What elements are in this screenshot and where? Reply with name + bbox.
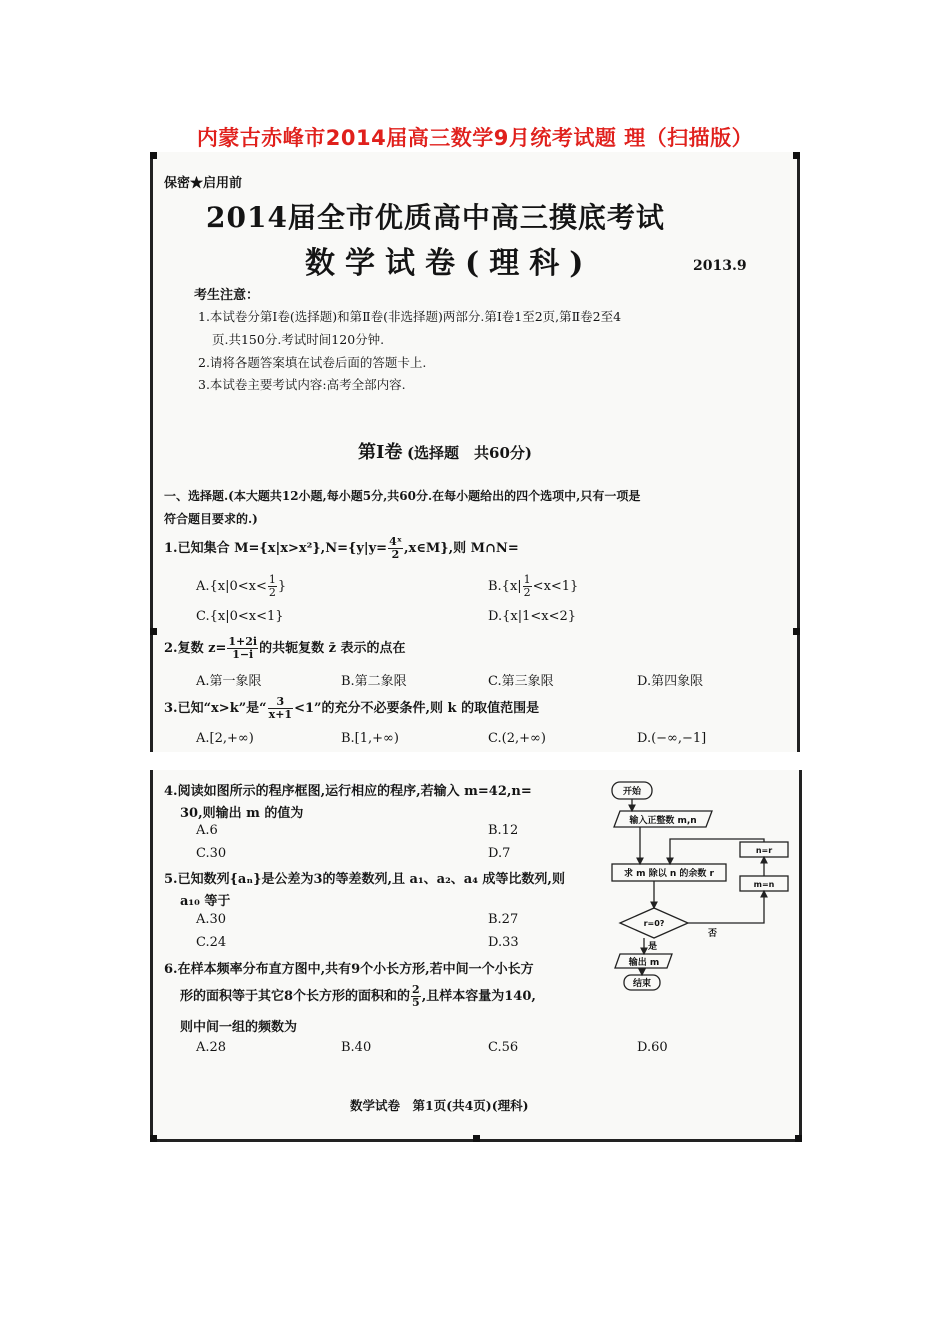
q2-option-c: C.第三象限 <box>488 674 554 689</box>
q4-option-d: D.7 <box>488 846 511 861</box>
question-6-cont: 形的面积等于其它8个长方形的面积和的 $\frac{2}{5}$ ,且样本容量为140, <box>180 983 536 1009</box>
q3-option-c: C.(2,+∞) <box>488 731 546 746</box>
question-4-cont: 30,则输出 m 的值为 <box>180 806 304 821</box>
section-heading <box>358 438 532 464</box>
question-3: 3.已知“x>k”是“ $\frac{3}{x+1}$ <1”的充分不必要条件,则 k 的取值范围是 <box>164 695 540 721</box>
section-title: 第Ⅰ卷 <box>358 442 403 463</box>
question-5: 5.已知数列{aₙ}是公差为3的等差数列,且 a₁、a₂、a₄ 成等比数列,则 <box>164 872 565 887</box>
exam-title: 2014届全市优质高中高三摸底考试 <box>206 201 665 234</box>
q4-option-c: C.30 <box>196 846 227 861</box>
question-1: 1.已知集合 M={x|x>x²},N={y|y= $\frac{\text{4ˣ}}{2}$ ,x∈M},则 M∩N= <box>164 535 519 561</box>
flow-end-label: 结束 <box>632 979 652 989</box>
q5-option-a: A.30 <box>196 912 227 927</box>
notice-item: 1.本试卷分第Ⅰ卷(选择题)和第Ⅱ卷(非选择题)两部分.第Ⅰ卷1至2页,第Ⅱ卷2至4 <box>198 309 622 324</box>
q2-option-b: B.第二象限 <box>341 674 407 689</box>
flow-output-label: 输出 m <box>628 958 660 968</box>
section-instructions: 符合题目要求的.) <box>164 512 258 526</box>
notice-item: 2.请将各题答案填在试卷后面的答题卡上. <box>198 355 427 370</box>
notice-heading: 考生注意： <box>194 288 260 303</box>
q6-option-c: C.56 <box>488 1040 519 1055</box>
q3-option-b: B.[1,+∞) <box>341 731 399 746</box>
q4-option-a: A.6 <box>196 823 218 838</box>
section-subtitle: (选择题 共60分) <box>406 444 533 462</box>
exam-date: 2013.9 <box>693 258 747 274</box>
question-6-cont: 则中间一组的频数为 <box>180 1020 298 1035</box>
q4-option-b: B.12 <box>488 823 519 838</box>
document-title: 内蒙古赤峰市2014届高三数学9月统考试题 理（扫描版） <box>196 126 754 150</box>
notice-item: 3.本试卷主要考试内容:高考全部内容. <box>198 377 406 392</box>
q5-option-b: B.27 <box>488 912 519 927</box>
notice-item: 页.共150分.考试时间120分钟. <box>212 332 385 347</box>
q5-option-c: C.24 <box>196 935 227 950</box>
q1-option-b: B.{x| $\frac{1}{2}$ <x<1} <box>488 573 579 599</box>
flowchart-diagram <box>600 776 796 996</box>
section-instructions: 一、选择题.(本大题共12小题,每小题5分,共60分.在每小题给出的四个选项中,只有一项是 <box>164 489 641 503</box>
scan-page-top <box>150 152 800 752</box>
flow-assign-n-label: n=r <box>755 846 773 855</box>
q2-option-a: A.第一象限 <box>196 674 262 689</box>
page-footer: 数学试卷 第1页(共4页)(理科) <box>350 1098 529 1113</box>
secret-label: 保密★启用前 <box>164 176 243 191</box>
q1-option-a: A.{x|0<x< $\frac{1}{2}$ } <box>196 573 287 599</box>
question-6: 6.在样本频率分布直方图中,共有9个小长方形,若中间一个小长方 <box>164 962 534 977</box>
question-5-cont: a₁₀ 等于 <box>180 894 231 909</box>
question-2: 2.复数 z= $\frac{1+2i}{1-i}$ 的共轭复数 z̄ 表示的点在 <box>164 635 406 661</box>
q5-option-d: D.33 <box>488 935 519 950</box>
flow-remainder-label: 求 m 除以 n 的余数 r <box>624 869 714 879</box>
q1-option-c: C.{x|0<x<1} <box>196 609 284 624</box>
q6-option-d: D.60 <box>637 1040 668 1055</box>
flow-start-label: 开始 <box>622 787 642 797</box>
q6-option-b: B.40 <box>341 1040 372 1055</box>
scan-page-bottom <box>150 770 802 1142</box>
q1-option-d: D.{x|1<x<2} <box>488 609 577 624</box>
flow-input-label: 输入正整数 m,n <box>629 816 697 826</box>
question-4: 4.阅读如图所示的程序框图,运行相应的程序,若输入 m=42,n= <box>164 784 532 799</box>
flow-condition-label: r=0? <box>643 919 665 928</box>
q6-option-a: A.28 <box>196 1040 227 1055</box>
q3-option-d: D.(−∞,−1] <box>637 731 707 746</box>
flow-assign-m-label: m=n <box>753 880 775 889</box>
q2-option-d: D.第四象限 <box>637 674 704 689</box>
exam-subtitle: 数学试卷(理科) <box>305 246 594 281</box>
flow-no-label: 否 <box>708 929 718 939</box>
flow-yes-label: 是 <box>648 942 658 952</box>
q3-option-a: A.[2,+∞) <box>196 731 254 746</box>
